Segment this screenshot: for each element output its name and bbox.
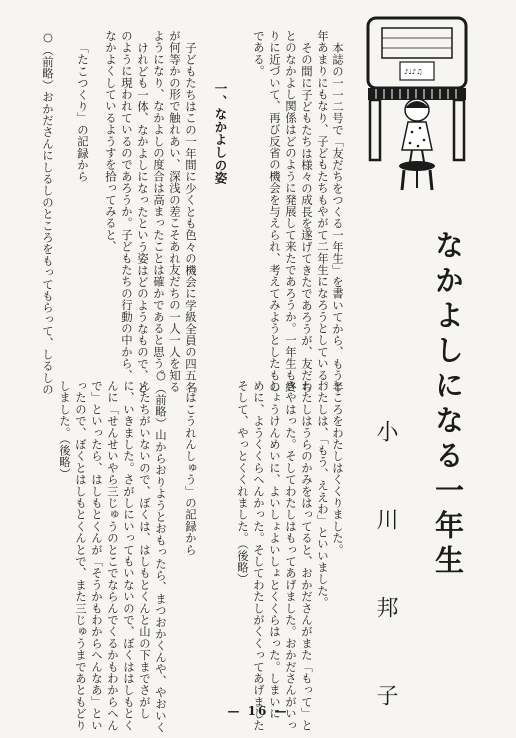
body-line: ○（前略）山からおりようとおもったら、まつおかくんや、やおいく bbox=[154, 368, 168, 734]
body-line: そして、やっとくくれました。（後略） bbox=[236, 380, 250, 585]
body-line: しました。（後略） bbox=[58, 380, 72, 480]
intro-line: 年あまりにもなり、子どもたちもやがて二年生になろうとしている。 bbox=[316, 30, 330, 393]
body-line: わたしはうらのかみをはってると、おかださんがまた「もって」と bbox=[300, 380, 314, 731]
body-line: で」といったら、はしもとくんが「そうかもわからへんなあ」とい bbox=[90, 380, 104, 731]
intro-line: その間に子どもたちは様々の成長を遂げてきたであろうが、友だち bbox=[300, 42, 314, 393]
author-name: 小 川 邦 子 bbox=[373, 420, 398, 728]
intro-line: りに近づいて、再び反省の機会を与えられ、考えてみようとしたもの bbox=[268, 30, 282, 393]
body-line: ところをわたしはくくりました。 bbox=[331, 380, 345, 556]
intro-line: である。 bbox=[252, 30, 266, 77]
body-line: なかよくしているようすを拾ってみると、 bbox=[104, 30, 118, 253]
body-line: ようになり、なかよしの度合は高まったことは確かであると思う。 bbox=[152, 30, 166, 381]
body-line: んたちがいないので、ぼくは、はしもとくんと山の下までさがし bbox=[138, 380, 152, 720]
body-line: きやはった。そしてわたしはもってあげました。おかださんがいっ bbox=[284, 380, 298, 731]
body-line: ○（前略）おかださんにしるしのところをもってもらって、しるしの bbox=[41, 30, 55, 396]
body-line: けれども一体、なかよしになったという姿はどのようなもので、ど bbox=[136, 42, 150, 393]
body-line: わたしは、「もう、ええわ」といいました。 bbox=[316, 380, 330, 609]
intro-line: 本誌の一一二号で「友だちをつくる一年生」を書いてから、もう半 bbox=[331, 42, 345, 393]
body-line: めに、ようくくらへんかった。そしてわたしがくくってあげました bbox=[252, 380, 266, 731]
record-heading: 「はこうれんしゅう」の記録から bbox=[184, 380, 198, 556]
girl-playing-piano-illustration bbox=[362, 10, 472, 200]
svg-text:♪♩♪♫: ♪♩♪♫ bbox=[404, 68, 423, 76]
body-line: ったので、ぼくとはしもとくんとで、また三じゅうまであともどり bbox=[74, 380, 88, 731]
body-line: に、いきました。さがしにいってもいないので、ぼくははしもとく bbox=[122, 380, 136, 731]
article-title: なかよしになる一年生 bbox=[431, 230, 465, 580]
body-line: が何等かの形で触れあい、深浅の差こそあれ友だちの一人一人を知る bbox=[168, 30, 182, 393]
body-line: のように現われているのであろうか。子どもたちの行動の中から、 bbox=[120, 30, 134, 381]
body-line: しょうけんめいに、よいしょよいしょとくくらはった。しまいに bbox=[268, 380, 282, 720]
body-line: んに「せんせいやら三じゅうのとこでならんでくるかもわからへん bbox=[106, 380, 120, 731]
body-line: 子どもたちはこの一年間に少くとも色々の機会に学級全員の四五名 bbox=[184, 42, 198, 393]
intro-line: とのなかよし関係はどのように発展して来たであろうか。一年生も終 bbox=[284, 30, 298, 393]
page-number: — 16 — bbox=[227, 704, 289, 718]
record-heading: 「たこつくり」の記録から bbox=[76, 42, 90, 183]
section-heading: 一、なかよしの姿 bbox=[213, 82, 228, 185]
